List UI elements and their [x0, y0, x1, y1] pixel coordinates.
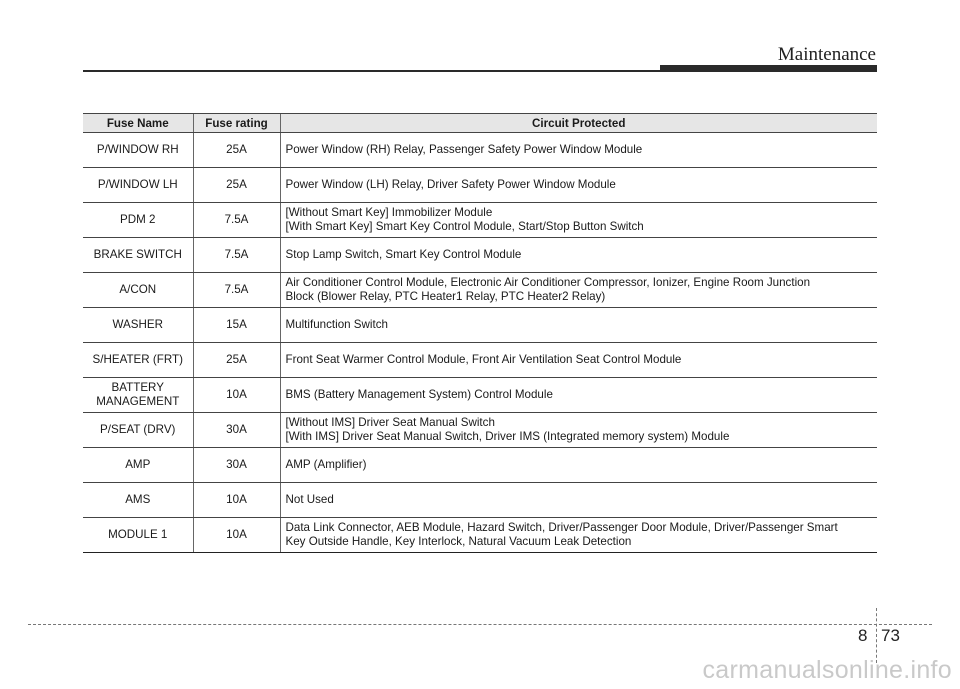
- fuse-rating: 10A: [193, 483, 280, 518]
- footer-divider: [876, 608, 877, 663]
- fuse-name: P/WINDOW RH: [96, 143, 179, 156]
- table-row: [83, 378, 877, 413]
- table-row: [83, 483, 877, 518]
- fuse-rating: 10A: [193, 518, 280, 553]
- fuse-name: A/CON: [119, 283, 157, 296]
- circuit-protected-text: Air Conditioner Control Module, Electronic Air Conditioner Compressor, Ionizer, Engine Room Junction: [285, 276, 811, 289]
- circuit-protected-cell: [280, 518, 877, 553]
- fuse-rating: 25A: [193, 168, 280, 203]
- table-row: [83, 343, 877, 378]
- fuse-name-cell: [83, 448, 193, 483]
- circuit-protected-text: [Without IMS] Driver Seat Manual Switch: [285, 416, 495, 429]
- circuit-protected-cell: [280, 413, 877, 448]
- table-header-row: [83, 114, 877, 133]
- circuit-protected-text: BMS (Battery Management System) Control Module: [285, 388, 553, 401]
- fuse-name-cell: [83, 273, 193, 308]
- fuse-name: MODULE 1: [108, 528, 168, 541]
- fuse-name: BATTERY: [111, 381, 164, 394]
- table-row: [83, 133, 877, 168]
- fuse-name-cell: [83, 343, 193, 378]
- fuse-rating: 7.5A: [193, 238, 280, 273]
- fuse-name: AMS: [125, 493, 151, 506]
- circuit-protected-cell: [280, 343, 877, 378]
- table-body: [83, 133, 877, 553]
- table-row: [83, 168, 877, 203]
- fuse-name-cell: [83, 203, 193, 238]
- fuse-rating: 30A: [193, 448, 280, 483]
- table-header: [83, 114, 877, 133]
- fuse-rating: 25A: [193, 343, 280, 378]
- fuse-name: AMP: [125, 458, 151, 471]
- page-number: 73: [881, 626, 900, 645]
- circuit-protected-text: Multifunction Switch: [285, 318, 388, 331]
- fuse-name-cell: [83, 308, 193, 343]
- fuse-name: S/HEATER (FRT): [92, 353, 183, 366]
- watermark: carmanualsonline.info: [702, 656, 952, 684]
- header-rule-accent: [660, 65, 877, 72]
- table-row: [83, 238, 877, 273]
- circuit-protected-text: Power Window (RH) Relay, Passenger Safety Power Window Module: [285, 143, 643, 156]
- fuse-name-cell: [83, 518, 193, 553]
- circuit-protected-text: AMP (Amplifier): [285, 458, 367, 471]
- fuse-name: BRAKE SWITCH: [93, 248, 182, 261]
- fuse-name-cell: [83, 483, 193, 518]
- table-row: [83, 518, 877, 553]
- fuse-rating: 25A: [193, 133, 280, 168]
- fuse-rating: 15A: [193, 308, 280, 343]
- circuit-protected-cell: [280, 273, 877, 308]
- fuse-name: P/WINDOW LH: [97, 178, 178, 191]
- fuse-rating: 30A: [193, 413, 280, 448]
- fuse-name-cell: [83, 168, 193, 203]
- header-rule: [83, 70, 660, 72]
- chapter-number: 8: [858, 626, 868, 645]
- circuit-protected-text: Block (Blower Relay, PTC Heater1 Relay, PTC Heater2 Relay): [285, 290, 606, 303]
- fuse-name: P/SEAT (DRV): [100, 423, 176, 436]
- circuit-protected-text: Key Outside Handle, Key Interlock, Natural Vacuum Leak Detection: [285, 535, 632, 548]
- circuit-protected-cell: [280, 483, 877, 518]
- fuse-rating: 7.5A: [193, 273, 280, 308]
- circuit-protected-text: [With IMS] Driver Seat Manual Switch, Driver IMS (Integrated memory system) Module: [285, 430, 730, 443]
- column-header-fuse-name: Fuse Name: [83, 114, 193, 133]
- circuit-protected-text: [Without Smart Key] Immobilizer Module: [285, 206, 493, 219]
- fuse-name-cell: [83, 413, 193, 448]
- circuit-protected-text: [With Smart Key] Smart Key Control Module, Start/Stop Button Switch: [285, 220, 644, 233]
- circuit-protected-text: Stop Lamp Switch, Smart Key Control Module: [285, 248, 522, 261]
- fuse-name-cell: [83, 133, 193, 168]
- fuse-table: [83, 113, 877, 553]
- column-header-circuit-protected: Circuit Protected: [280, 114, 877, 133]
- circuit-protected-cell: [280, 238, 877, 273]
- circuit-protected-cell: [280, 168, 877, 203]
- circuit-protected-cell: [280, 378, 877, 413]
- circuit-protected-text: Front Seat Warmer Control Module, Front Air Ventilation Seat Control Module: [285, 353, 682, 366]
- column-header-fuse-rating: Fuse rating: [193, 114, 280, 133]
- fuse-name: MANAGEMENT: [96, 395, 180, 408]
- table-row: [83, 203, 877, 238]
- fuse-name: PDM 2: [120, 213, 156, 226]
- table-row: [83, 273, 877, 308]
- circuit-protected-cell: [280, 203, 877, 238]
- fuse-name: WASHER: [112, 318, 163, 331]
- section-title: Maintenance: [777, 44, 876, 65]
- fuse-rating: 7.5A: [193, 203, 280, 238]
- table-row: [83, 308, 877, 343]
- circuit-protected-cell: [280, 308, 877, 343]
- circuit-protected-text: Power Window (LH) Relay, Driver Safety Power Window Module: [285, 178, 616, 191]
- footer-rule: [28, 624, 932, 625]
- fuse-name-cell: [83, 238, 193, 273]
- circuit-protected-cell: [280, 133, 877, 168]
- circuit-protected-text: Not Used: [285, 493, 334, 506]
- fuse-rating: 10A: [193, 378, 280, 413]
- table-row: [83, 413, 877, 448]
- circuit-protected-text: Data Link Connector, AEB Module, Hazard Switch, Driver/Passenger Door Module, Driver/Passenger Smart: [285, 521, 838, 534]
- circuit-protected-cell: [280, 448, 877, 483]
- table-row: [83, 448, 877, 483]
- fuse-name-cell: [83, 378, 193, 413]
